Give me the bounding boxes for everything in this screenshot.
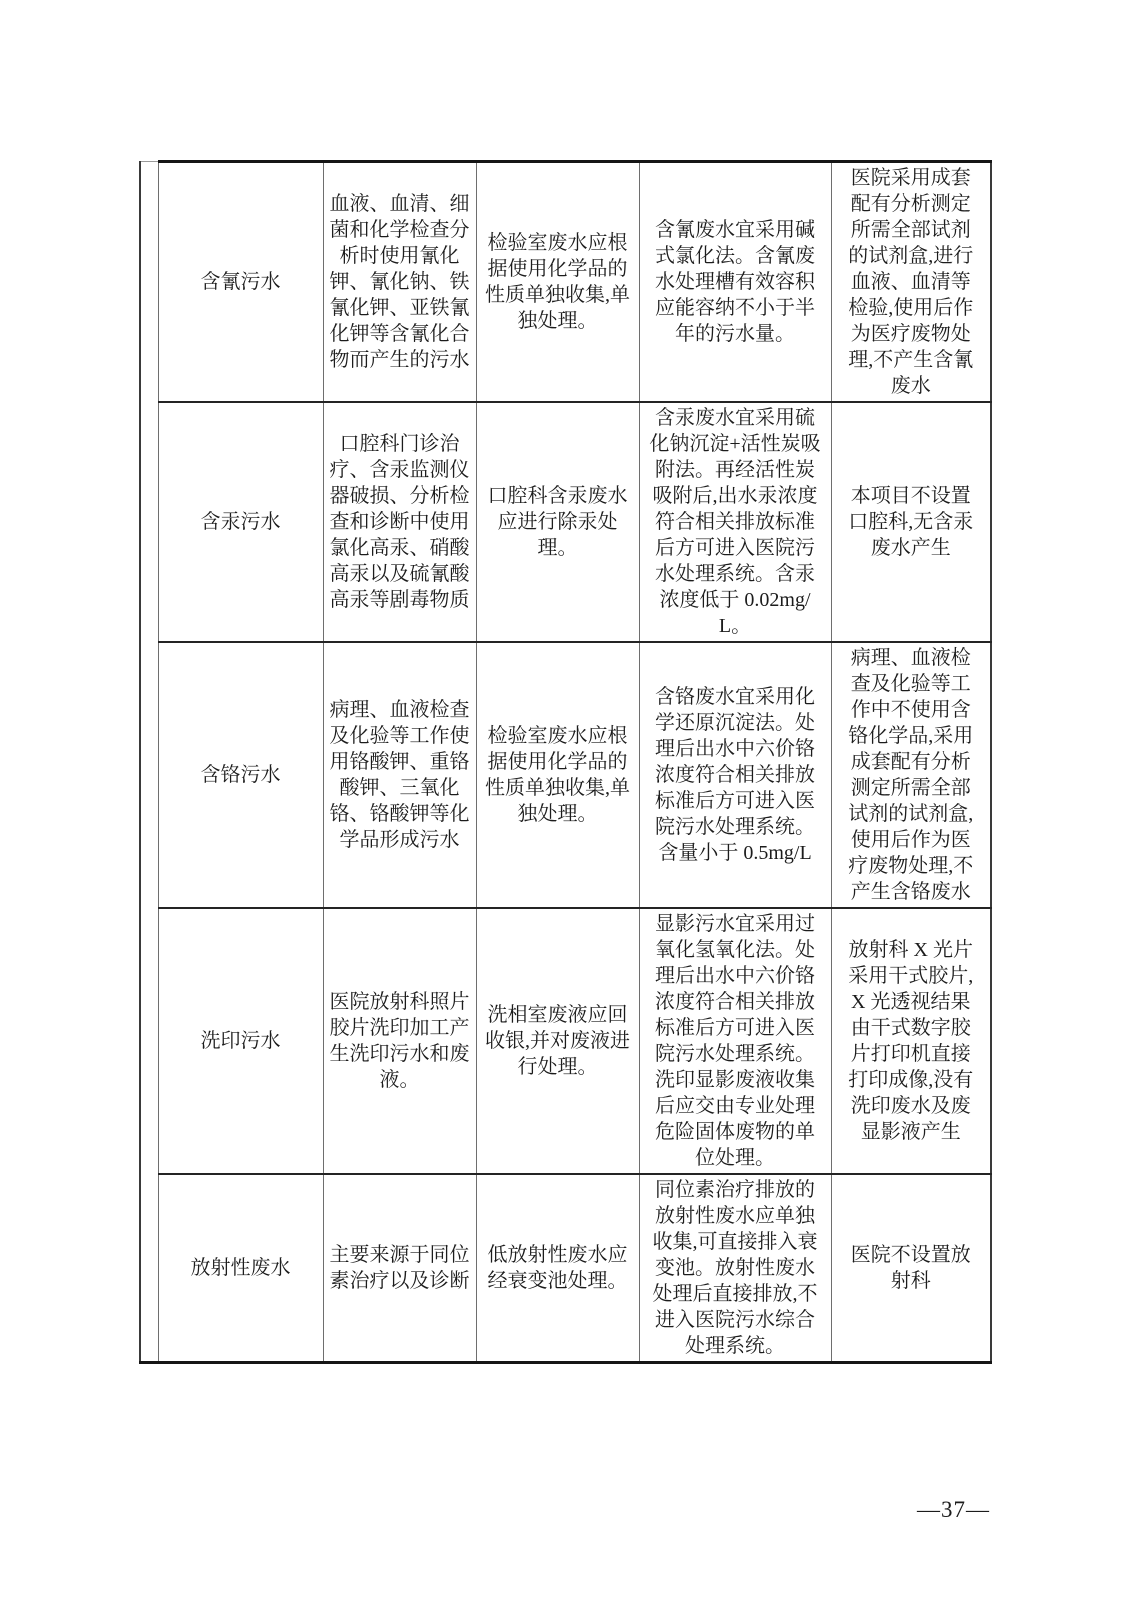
wastewater-type-cell: 含铬污水 [158,642,323,908]
treatment-method-cell: 显影污水宜采用过氧化氢氧化法。处理后出水中六价铬浓度符合相关排放标准后方可进入医院污水处理系统。洗印显影废液收集后应交由专业处理危险固体废物的单位处理。 [639,908,831,1174]
wastewater-type-cell: 含汞污水 [158,402,323,642]
collection-requirement-cell: 检验室废水应根据使用化学品的性质单独收集,单独处理。 [476,162,639,403]
wastewater-type-cell: 放射性废水 [158,1174,323,1363]
project-situation-cell: 放射科 X 光片采用干式胶片,X 光透视结果由干式数字胶片打印机直接打印成像,没有洗印废水及废显影液产生 [831,908,991,1174]
table-row-radioactive [140,1174,991,1363]
project-situation-cell: 医院采用成套配有分析测定所需全部试剂的试剂盒,进行血液、血清等检验,使用后作为医疗废物处理,不产生含氰废水 [831,162,991,403]
project-situation-cell: 本项目不设置口腔科,无含汞废水产生 [831,402,991,642]
collection-requirement-cell: 口腔科含汞废水应进行除汞处理。 [476,402,639,642]
source-description-cell: 病理、血液检查及化验等工作使用铬酸钾、重铬酸钾、三氧化铬、铬酸钾等化学品形成污水 [323,642,476,908]
table-row-photo-developing [140,908,991,1174]
source-description-cell: 主要来源于同位素治疗以及诊断 [323,1174,476,1363]
collection-requirement-cell: 检验室废水应根据使用化学品的性质单独收集,单独处理。 [476,642,639,908]
project-situation-cell: 医院不设置放射科 [831,1174,991,1363]
page-number: —37— [917,1497,990,1522]
wastewater-type-cell: 洗印污水 [158,908,323,1174]
wastewater-treatment-table [139,160,992,1364]
table-row-chromium [140,642,991,908]
treatment-method-cell: 含氰废水宜采用碱式氯化法。含氰废水处理槽有效容积应能容纳不小于半年的污水量。 [639,162,831,403]
table-continuation-spacer-cell [140,162,158,1363]
treatment-method-cell: 含汞废水宜采用硫化钠沉淀+活性炭吸附法。再经活性炭吸附后,出水汞浓度符合相关排放标准后方可进入医院污水处理系统。含汞浓度低于 0.02mg/L。 [639,402,831,642]
collection-requirement-cell: 低放射性废水应经衰变池处理。 [476,1174,639,1363]
source-description-cell: 血液、血清、细菌和化学检查分析时使用氰化钾、氰化钠、铁氰化钾、亚铁氰化钾等含氰化合物而产生的污水 [323,162,476,403]
source-description-cell: 口腔科门诊治疗、含汞监测仪器破损、分析检查和诊断中使用氯化高汞、硝酸高汞以及硫氰酸高汞等剧毒物质 [323,402,476,642]
project-situation-cell: 病理、血液检查及化验等工作中不使用含铬化学品,采用成套配有分析测定所需全部试剂的试剂盒,使用后作为医疗废物处理,不产生含铬废水 [831,642,991,908]
treatment-method-cell: 含铬废水宜采用化学还原沉淀法。处理后出水中六价铬浓度符合相关排放标准后方可进入医院污水处理系统。含量小于 0.5mg/L [639,642,831,908]
source-description-cell: 医院放射科照片胶片洗印加工产生洗印污水和废液。 [323,908,476,1174]
treatment-method-cell: 同位素治疗排放的放射性废水应单独收集,可直接排入衰变池。放射性废水处理后直接排放,不进入医院污水综合处理系统。 [639,1174,831,1363]
wastewater-type-cell: 含氰污水 [158,162,323,403]
table-row-cyanide [140,162,991,403]
table-row-mercury [140,402,991,642]
collection-requirement-cell: 洗相室废液应回收银,并对废液进行处理。 [476,908,639,1174]
